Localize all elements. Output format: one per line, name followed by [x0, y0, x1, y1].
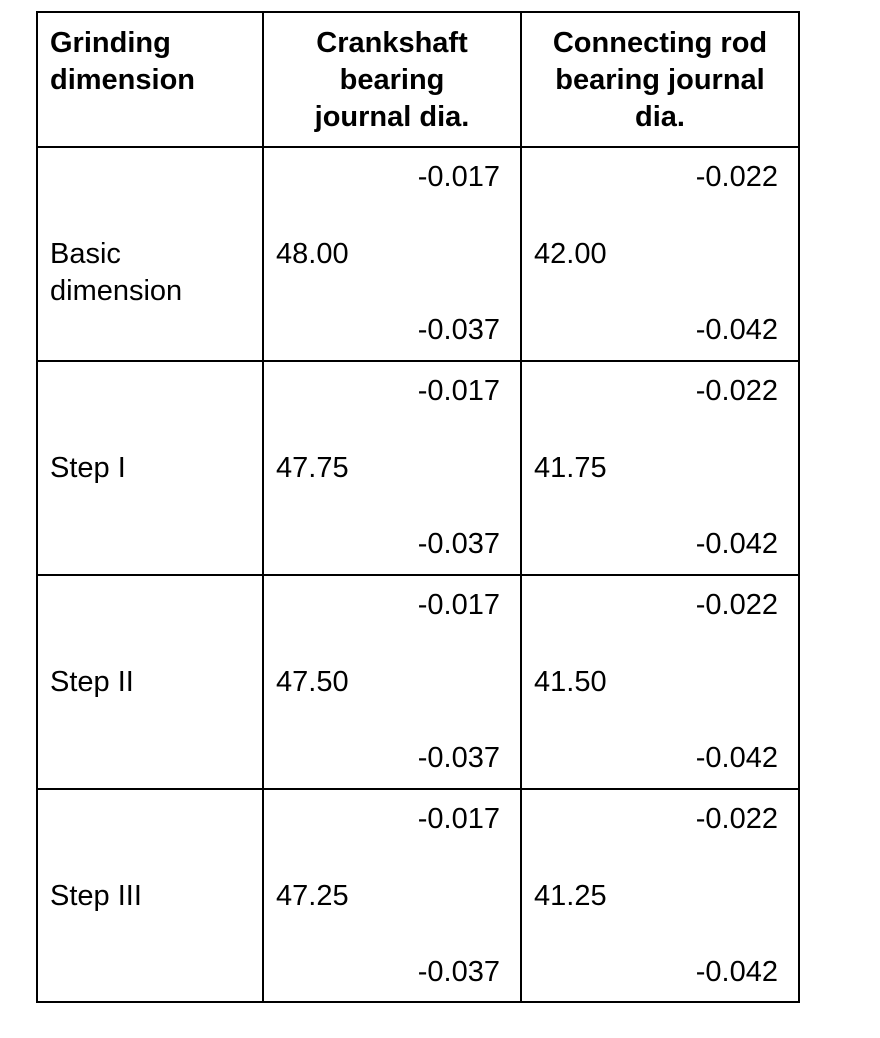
crank-nominal-value: 48.00 [276, 238, 349, 270]
header-divider [38, 146, 798, 148]
crank-upper-deviation: -0.017 [417, 375, 500, 407]
rod-nominal-value: 41.75 [534, 452, 607, 484]
row-divider-3 [38, 788, 798, 790]
rod-nominal-value: 42.00 [534, 238, 607, 270]
rod-lower-deviation: -0.042 [695, 742, 778, 774]
crank-lower-deviation: -0.037 [417, 742, 500, 774]
row-label [50, 236, 182, 310]
grinding-dimensions-table [36, 11, 800, 1003]
rod-upper-deviation: -0.022 [695, 803, 778, 835]
crank-upper-deviation: -0.017 [417, 161, 500, 193]
rod-upper-deviation: -0.022 [695, 161, 778, 193]
header-conrod-journal [522, 25, 798, 136]
rod-lower-deviation: -0.042 [695, 314, 778, 346]
row-label-line: dimension [50, 275, 183, 307]
crank-lower-deviation: -0.037 [417, 956, 500, 988]
crank-lower-deviation: -0.037 [417, 314, 500, 346]
header-line: bearing [339, 64, 445, 96]
crank-nominal-value: 47.75 [276, 452, 349, 484]
row-label: Step II [50, 666, 134, 698]
crank-nominal-value: 47.50 [276, 666, 349, 698]
header-line: Grinding [50, 27, 171, 59]
rod-nominal-value: 41.50 [534, 666, 607, 698]
row-label: Step III [50, 880, 142, 912]
rod-lower-deviation: -0.042 [695, 956, 778, 988]
header-line: dia. [635, 101, 685, 133]
rod-upper-deviation: -0.022 [695, 375, 778, 407]
header-line: Crankshaft [316, 27, 468, 59]
header-grinding-dimension [50, 25, 195, 99]
header-line: Connecting rod [552, 27, 768, 59]
rod-nominal-value: 41.25 [534, 880, 607, 912]
header-line: dimension [50, 64, 196, 96]
row-divider-1 [38, 360, 798, 362]
row-label-line: Basic [50, 238, 121, 270]
crank-upper-deviation: -0.017 [417, 589, 500, 621]
header-line: journal dia. [314, 101, 470, 133]
header-line: bearing journal [555, 64, 765, 96]
header-crankshaft-journal [264, 25, 520, 136]
rod-upper-deviation: -0.022 [695, 589, 778, 621]
row-label: Step I [50, 452, 126, 484]
row-divider-2 [38, 574, 798, 576]
rod-lower-deviation: -0.042 [695, 528, 778, 560]
crank-nominal-value: 47.25 [276, 880, 349, 912]
crank-lower-deviation: -0.037 [417, 528, 500, 560]
crank-upper-deviation: -0.017 [417, 803, 500, 835]
